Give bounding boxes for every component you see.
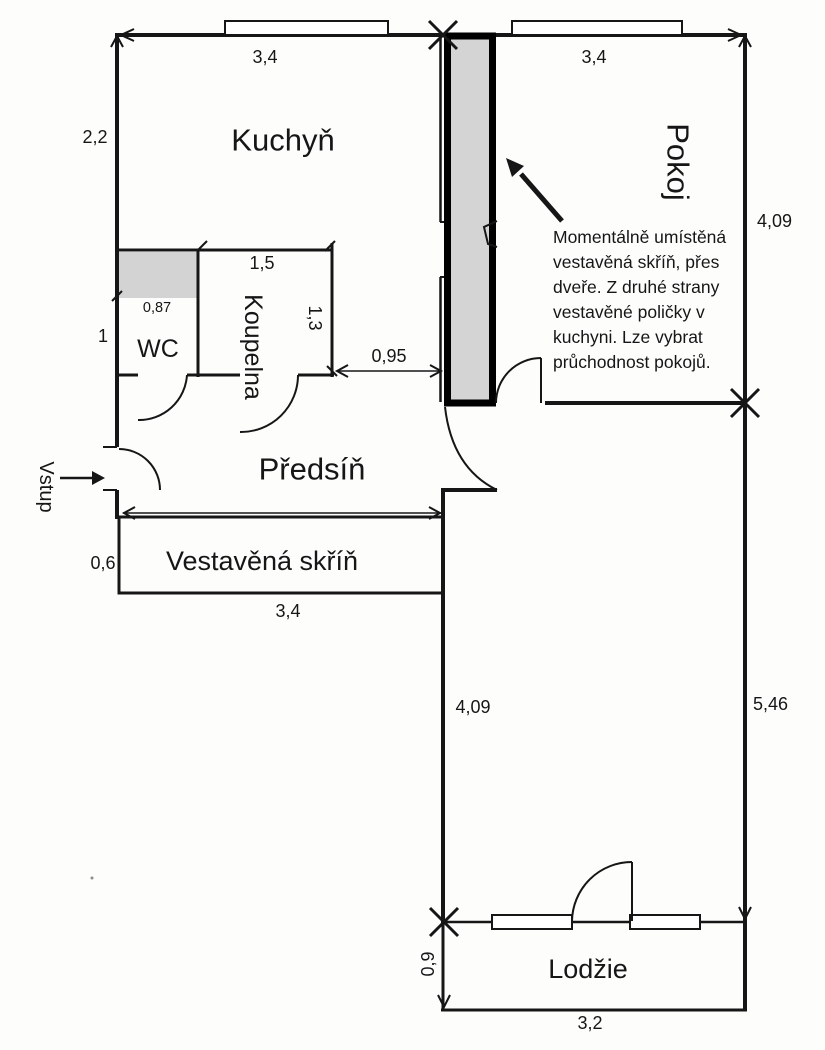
dim-wc-width: 0,87 <box>142 300 172 316</box>
dimension-lines <box>123 371 441 513</box>
room-label-hallway: Předsíň <box>258 451 366 487</box>
walls <box>103 33 747 1010</box>
dim-lower-room-right: 5,46 <box>753 694 789 714</box>
entrance-door-arc <box>119 449 160 490</box>
wc-door-arc <box>138 375 187 420</box>
annotation-line: Momentálně umístěná <box>553 227 727 247</box>
dim-bathroom-height: 1,3 <box>305 305 325 331</box>
annotation-arrow <box>506 158 562 221</box>
dim-wardrobe-width: 3,4 <box>275 601 301 621</box>
loggia-door-arc <box>572 862 632 921</box>
living-room-window <box>512 21 682 35</box>
dim-loggia-depth: 0,9 <box>418 951 438 977</box>
room-label-kitchen: Kuchyň <box>231 122 335 158</box>
room-label-loggia: Lodžie <box>548 954 628 984</box>
entrance-label: Vstup <box>35 461 57 513</box>
wc-shaft-area <box>119 252 198 298</box>
dim-passage: 0,95 <box>371 346 407 366</box>
dim-bathroom-width: 1,5 <box>249 253 275 273</box>
dim-loggia-width: 3,2 <box>577 1013 603 1033</box>
wardrobe-over-door <box>448 36 493 403</box>
kitchen-window <box>225 21 388 35</box>
print-dot <box>91 877 94 880</box>
living-room-door-arc <box>496 358 541 403</box>
annotation-line: průchodnost pokojů. <box>553 352 711 372</box>
room-label-bathroom: Koupelna <box>239 294 267 400</box>
dim-living-room-width: 3,4 <box>581 47 607 67</box>
dim-lower-room-left: 4,09 <box>455 697 491 717</box>
annotation-line: dveře. Z druhé strany <box>553 277 720 297</box>
dim-wc-height: 1 <box>97 326 109 346</box>
labels <box>35 47 792 1033</box>
dim-kitchen-height: 2,2 <box>82 127 108 147</box>
room-label-wc: WC <box>137 335 179 363</box>
dim-wardrobe-depth: 0,6 <box>90 553 116 573</box>
dim-kitchen-width: 3,4 <box>252 47 278 67</box>
annotation-line: vestavěná skříň, přes <box>553 252 720 272</box>
loggia-window-left <box>492 915 572 929</box>
annotation-text <box>553 227 726 372</box>
annotation-line: kuchyni. Lze vybrat <box>553 327 703 347</box>
room-label-living-room: Pokoj <box>660 123 696 201</box>
entrance-arrow <box>60 471 105 485</box>
annotation-line: vestavěné poličky v <box>553 302 705 322</box>
loggia-window-right <box>630 915 700 929</box>
room-label-wardrobe: Vestavěná skříň <box>165 546 359 576</box>
hallway-room-door-arc <box>445 407 497 490</box>
dim-living-room-height: 4,09 <box>757 211 793 231</box>
